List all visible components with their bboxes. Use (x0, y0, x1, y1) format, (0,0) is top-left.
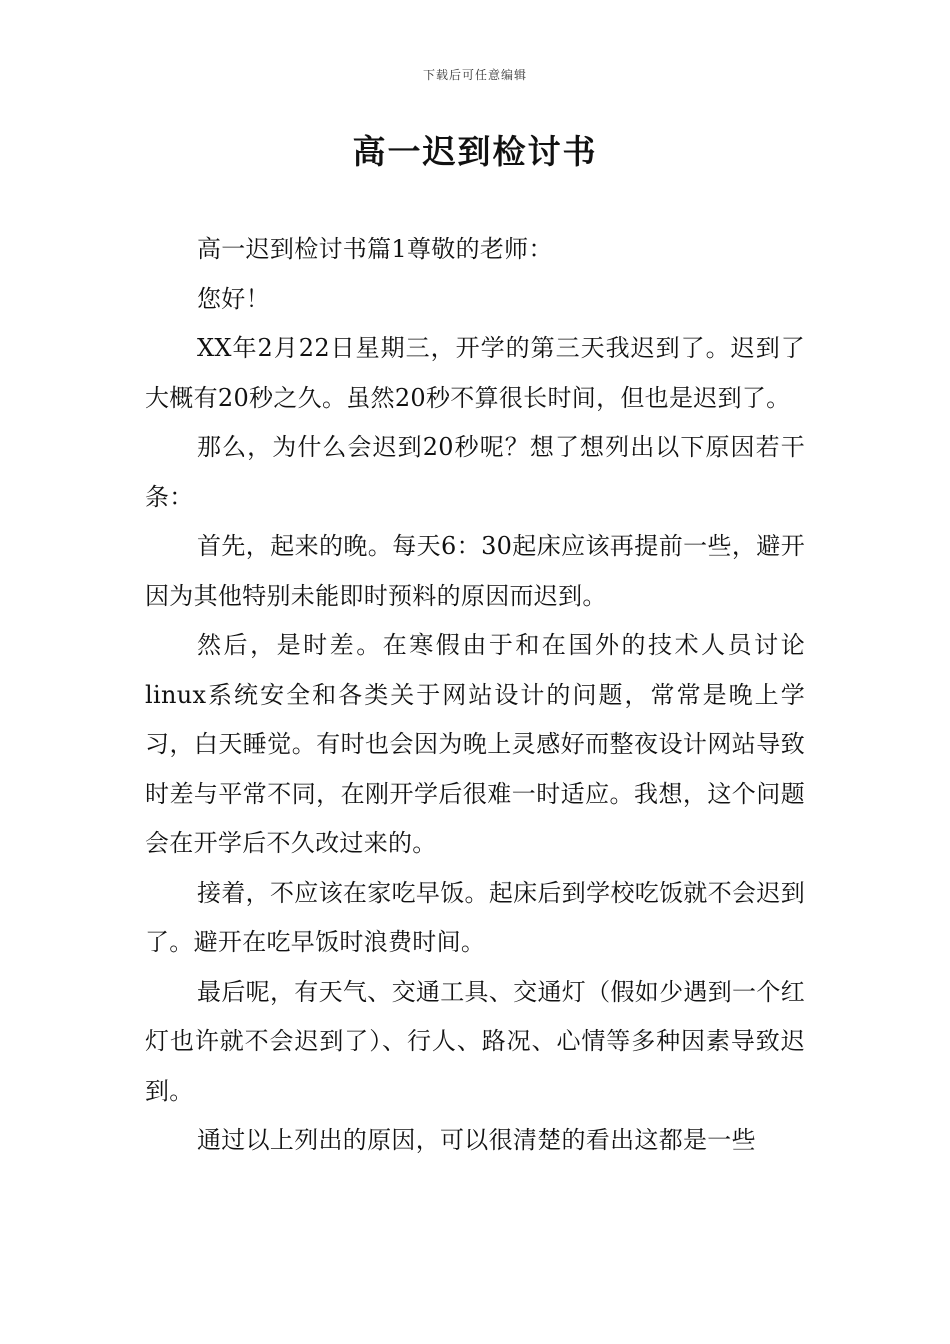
header-note: 下载后可任意编辑 (422, 68, 527, 82)
paragraph-4: 那么，为什么会迟到20秒呢？想了想列出以下原因若干条： (145, 433, 805, 511)
paragraph-3: XX年2月22日星期三，开学的第三天我迟到了。迟到了大概有20秒之久。虽然20秒不算很长时间，但也是迟到了。 (145, 334, 805, 412)
document-title: 高一迟到检讨书 (352, 132, 598, 171)
paragraph-7: 接着，不应该在家吃早饭。起床后到学校吃饭就不会迟到了。避开在吃早饭时浪费时间。 (145, 878, 805, 956)
document-body (145, 225, 805, 1166)
paragraph-9: 通过以上列出的原因，可以很清楚的看出这都是一些 (197, 1126, 756, 1154)
paragraph-5: 首先，起来的晚。每天6：30起床应该再提前一些，避开因为其他特别未能即时预料的原因而迟到。 (145, 532, 805, 610)
paragraph-2: 您好！ (197, 284, 270, 313)
paragraph-8: 最后呢，有天气、交通工具、交通灯（假如少遇到一个红灯也许就不会迟到了）、行人、路况、心情等多种因素导致迟到。 (145, 977, 805, 1105)
paragraph-6: 然后，是时差。在寒假由于和在国外的技术人员讨论linux系统安全和各类关于网站设计的问题，常常是晚上学习，白天睡觉。有时也会因为晚上灵感好而整夜设计网站导致时差与平常不同，在刚开学后很难一时适应。我想，这个问题会在开学后不久改过来的。 (145, 631, 805, 857)
paragraph-1: 高一迟到检讨书篇1尊敬的老师： (197, 235, 553, 263)
